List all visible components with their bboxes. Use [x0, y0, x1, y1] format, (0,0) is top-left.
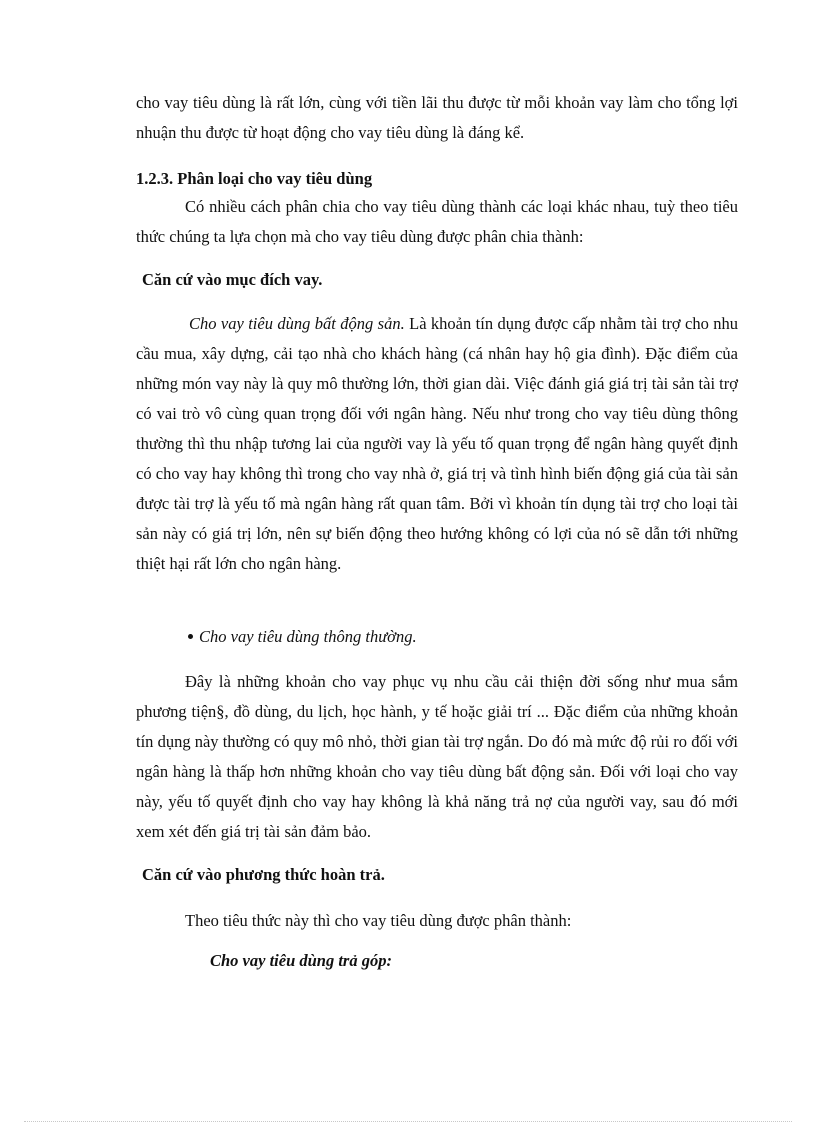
installment-heading: Cho vay tiêu dùng trả góp:	[210, 951, 392, 970]
page-bottom-rule	[24, 1121, 792, 1122]
regular-loan-paragraph: Đây là những khoản cho vay phục vụ nhu cầu cải thiện đời sống như mua sắm phương tiện§, đồ dùng, du lịch, học hành, y tế hoặc giải trí ... Đặc điểm của những khoản tín dụng này thường có quy mô nhỏ, thời gian tài trợ ngắn. Do đó mà mức độ rủi ro đối với ngân hàng là thấp hơn những khoản cho vay tiêu dùng bất động sản. Đối với loại cho vay này, yếu tố quyết định cho vay hay không là khả năng trả nợ của người vay, sau đó mới xem xét đến giá trị tài sản đảm bảo.	[136, 672, 738, 841]
regular-loan-bullet-text: Cho vay tiêu dùng thông thường.	[199, 627, 417, 646]
repayment-intro-paragraph: Theo tiêu thức này thì cho vay tiêu dùng được phân thành:	[185, 911, 572, 930]
real-estate-title: Cho vay tiêu dùng bất động sản.	[189, 314, 405, 333]
intro-paragraph: Có nhiều cách phân chia cho vay tiêu dùng thành các loại khác nhau, tuỳ theo tiêu thức chúng ta lựa chọn mà cho vay tiêu dùng được phân chia thành:	[136, 197, 738, 246]
criterion-repayment-heading: Căn cứ vào phương thức hoàn trả.	[142, 865, 385, 884]
regular-loan-bullet-item	[188, 626, 417, 648]
section-heading: 1.2.3. Phân loại cho vay tiêu dùng	[136, 169, 373, 188]
criterion-purpose-heading: Căn cứ vào mục đích vay.	[142, 270, 323, 289]
real-estate-paragraph	[136, 309, 738, 579]
continuation-paragraph: cho vay tiêu dùng là rất lớn, cùng với tiền lãi thu được từ mỗi khoản vay làm cho tổng lợi nhuận thu được từ hoạt động cho vay tiêu dùng là đáng kể.	[136, 93, 738, 142]
bullet-icon	[188, 634, 193, 639]
real-estate-body: Là khoản tín dụng được cấp nhằm tài trợ cho nhu cầu mua, xây dựng, cải tạo nhà cho khách hàng (cá nhân hay hộ gia đình). Đặc điểm của những món vay này là quy mô thường lớn, thời gian dài. Việc đánh giá giá trị tài sản tài trợ có vai trò vô cùng quan trọng đối với ngân hàng. Nếu như trong cho vay tiêu dùng thông thường thì thu nhập tương lai của người vay là yếu tố quan trọng để ngân hàng quyết định có cho vay hay không thì trong cho vay nhà ở, giá trị và tình hình biến động giá của tài sản được tài trợ là yếu tố mà ngân hàng rất quan tâm. Bởi vì khoản tín dụng tài trợ cho loại tài sản này có giá trị lớn, nên sự biến động theo hướng không có lợi của nó sẽ dẫn tới những thiệt hại rất lớn cho ngân hàng.	[136, 314, 738, 573]
